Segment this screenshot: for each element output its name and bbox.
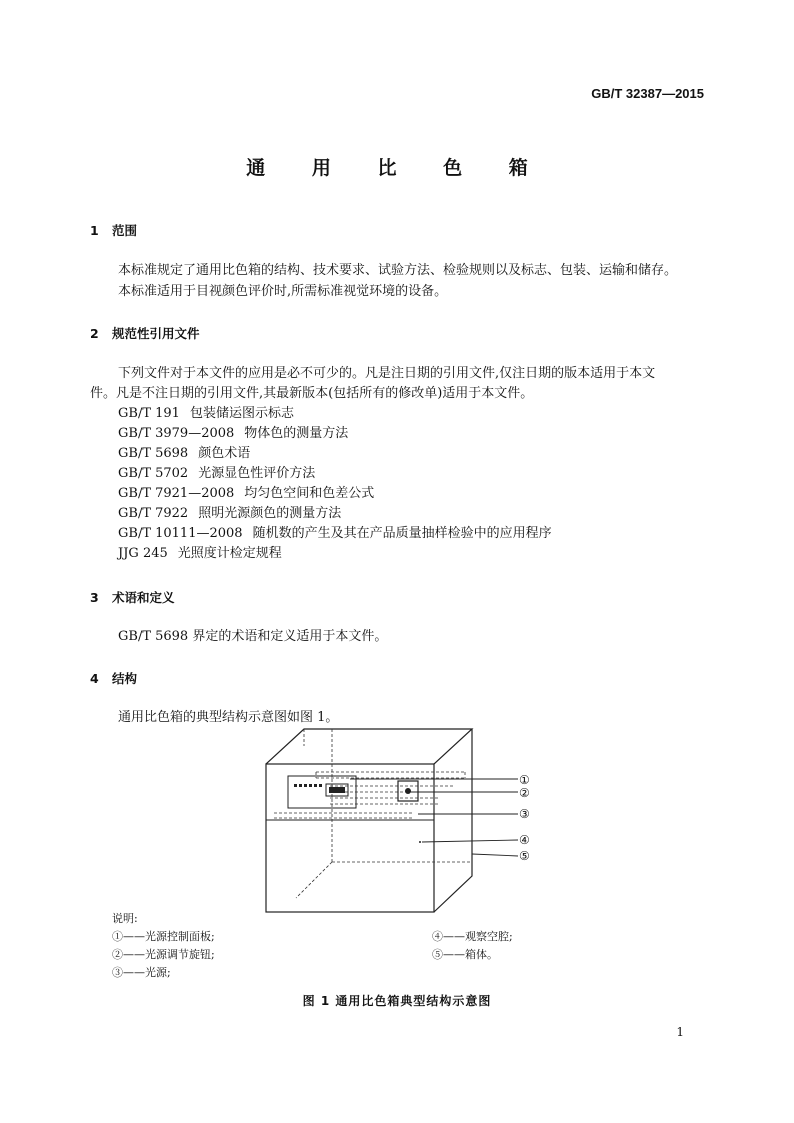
hidden-edges [274,729,472,898]
reference-item [118,424,348,444]
color-box-diagram [260,726,550,916]
legend-item: ⑤——箱体。 [432,948,498,961]
paragraph: 本标准适用于目视颜色评价时,所需标准视觉环境的设备。 [118,284,448,299]
section-title: 结构 [112,671,138,686]
callout-1: ① [519,773,530,787]
reference-code: JJG 245 [118,546,168,561]
reference-item [118,404,294,424]
cavity-point [419,841,421,843]
callout-2: ② [519,786,530,800]
section-title: 规范性引用文件 [112,326,200,341]
section-4-heading [90,669,137,687]
adjust-knob [405,788,411,794]
page-number: 1 [676,1025,684,1039]
legend-item: ①——光源控制面板; [112,930,215,943]
reference-item [118,444,250,464]
reference-item [118,504,341,524]
section-number: 4 [90,671,99,686]
reference-item [118,544,282,564]
panel-display-screen [329,787,345,793]
reference-code: GB/T 5698 [118,446,189,461]
callout-3: ③ [519,807,530,821]
paragraph: 本标准规定了通用比色箱的结构、技术要求、试验方法、检验规则以及标志、包装、运输和储存。 [118,263,678,278]
reference-title: 物体色的测量方法 [244,426,349,441]
reference-code: GB/T 5702 [118,466,189,481]
reference-title: 均匀色空间和色差公式 [244,486,375,501]
box-right-side [434,729,472,912]
section-3-heading [90,588,175,606]
paragraph: 件。凡是不注日期的引用文件,其最新版本(包括所有的修改单)适用于本文件。 [90,386,534,401]
reference-item [118,464,315,484]
section-2-heading [90,324,200,342]
legend-title: 说明: [112,912,138,925]
section-1-heading [90,221,137,239]
section-number: 1 [90,223,99,238]
paragraph: 下列文件对于本文件的应用是必不可少的。凡是注日期的引用文件,仅注日期的版本适用于本文 [118,366,656,381]
legend-item: ④——观察空腔; [432,930,513,943]
section-title: 范围 [112,223,138,238]
reference-title: 光源显色性评价方法 [198,466,316,481]
standard-number: GB/T 32387—2015 [591,86,704,101]
reference-code: GB/T 191 [118,406,180,421]
reference-code: GB/T 10111—2008 [118,526,243,541]
reference-code: GB/T 7922 [118,506,189,521]
section-title: 术语和定义 [112,590,175,605]
reference-title: 包装储运图示标志 [189,406,294,421]
paragraph: 通用比色箱的典型结构示意图如图 1。 [118,710,339,725]
reference-code: GB/T 7921—2008 [118,486,235,501]
document-title: 通 用 比 色 箱 [246,157,548,179]
reference-item [118,524,552,544]
panel-indicators [294,784,322,787]
section-number: 3 [90,590,99,605]
box-top-face [266,729,472,764]
legend-item: ③——光源; [112,966,171,979]
reference-title: 光照度计检定规程 [177,546,282,561]
reference-title: 颜色术语 [198,446,251,461]
reference-title: 照明光源颜色的测量方法 [198,506,342,521]
callout-4: ④ [519,833,530,847]
reference-item [118,484,374,504]
section-number: 2 [90,326,99,341]
paragraph: GB/T 5698 界定的术语和定义适用于本文件。 [118,629,388,644]
callout-5: ⑤ [519,849,530,863]
legend-item: ②——光源调节旋钮; [112,948,215,961]
figure-caption: 图 1 通用比色箱典型结构示意图 [302,994,492,1008]
reference-code: GB/T 3979—2008 [118,426,235,441]
reference-title: 随机数的产生及其在产品质量抽样检验中的应用程序 [252,526,552,541]
